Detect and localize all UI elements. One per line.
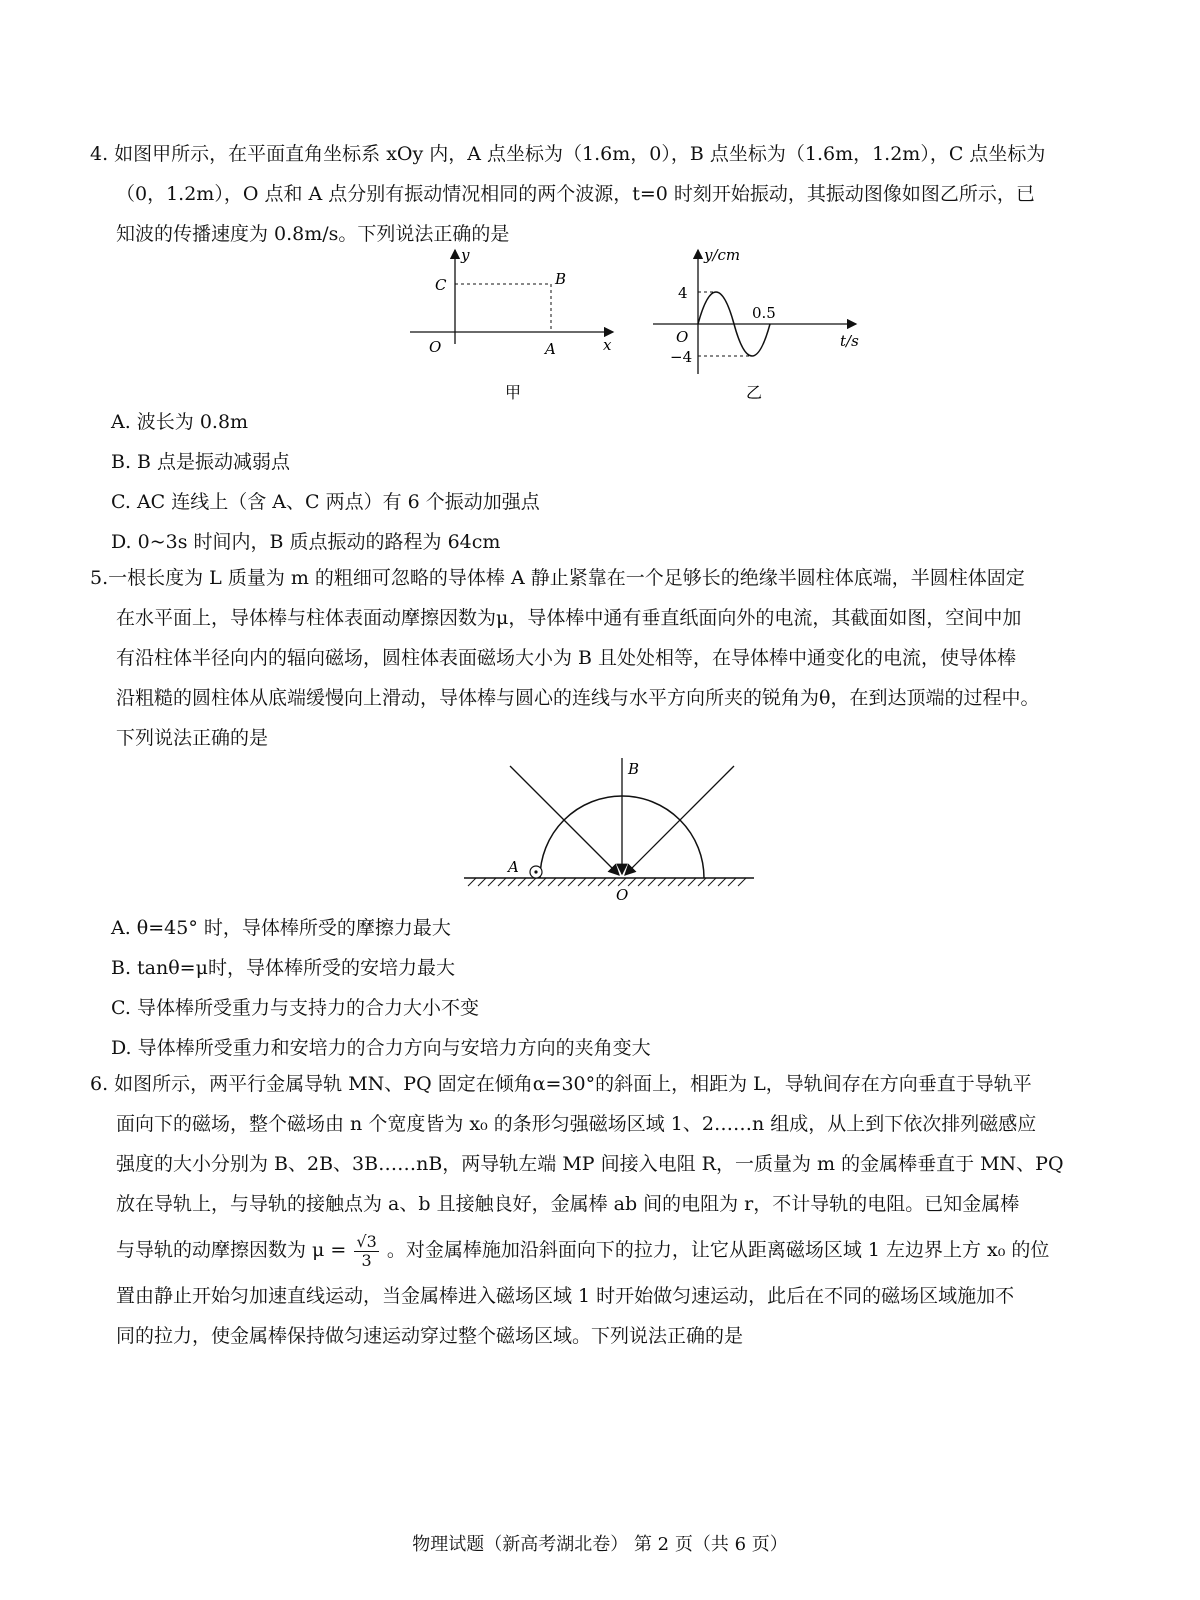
jia-origin-label: O <box>429 338 442 356</box>
jia-point-c: C <box>435 276 447 294</box>
yi-t-label: t/s <box>840 332 859 350</box>
q5-option-d: D. 导体棒所受重力和安培力的合力方向与安培力方向的夹角变大 <box>111 1037 651 1059</box>
q6-line-1: 6. 如图所示，两平行金属导轨 MN、PQ 固定在倾角α=30°的斜面上，相距为 L，导轨间存在方向垂直于导轨平 <box>90 1073 1032 1095</box>
jia-point-b: B <box>555 270 567 288</box>
q5-label-a: A <box>508 858 519 876</box>
yi-y-label: y/cm <box>704 246 741 264</box>
q5-figure <box>458 752 758 912</box>
q5-label-b: B <box>628 760 640 778</box>
mu-fraction <box>354 1233 378 1270</box>
yi-tick-neg: −4 <box>670 348 693 366</box>
mu-fraction-denominator: 3 <box>361 1250 372 1270</box>
q6-line-4: 放在导轨上，与导轨的接触点为 a、b 且接触良好，金属棒 ab 间的电阻为 r，不计导轨的电阻。已知金属棒 <box>116 1193 1020 1215</box>
q4-line-3: 知波的传播速度为 0.8m/s。下列说法正确的是 <box>116 223 510 245</box>
q5-option-c: C. 导体棒所受重力与支持力的合力大小不变 <box>111 997 479 1019</box>
conductor-a-current-dot <box>534 870 537 873</box>
jia-caption: 甲 <box>505 383 522 402</box>
q6-line-5-pre: 与导轨的动摩擦因数为 μ = <box>116 1239 347 1261</box>
yi-tick-t: 0.5 <box>752 304 776 322</box>
yi-caption: 乙 <box>746 383 763 402</box>
q5-line-3: 有沿柱体半径向内的辐向磁场，圆柱体表面磁场大小为 B 且处处相等，在导体棒中通变化的电流，使导体棒 <box>116 647 1017 669</box>
q5-line-2: 在水平面上，导体棒与柱体表面动摩擦因数为μ，导体棒中通有垂直纸面向外的电流，其截面如图，空间中加 <box>116 607 1022 629</box>
field-arrow-right <box>625 766 734 875</box>
q5-label-o: O <box>616 886 629 904</box>
yi-origin-label: O <box>676 328 689 346</box>
q4-option-a: A. 波长为 0.8m <box>111 411 249 433</box>
q5-line-4: 沿粗糙的圆柱体从底端缓慢向上滑动，导体棒与圆心的连线与水平方向所夹的锐角为θ，在到达顶端的过程中。 <box>116 687 1040 709</box>
q6-line-5-post: 。对金属棒施加沿斜面向下的拉力，让它从距离磁场区域 1 左边界上方 x₀ 的位 <box>386 1239 1050 1261</box>
q5-option-b: B. tanθ=μ时，导体棒所受的安培力最大 <box>111 957 455 979</box>
q5-line-1: 5.一根长度为 L 质量为 m 的粗细可忽略的导体棒 A 静止紧靠在一个足够长的绝缘半圆柱体底端，半圆柱体固定 <box>90 567 1025 589</box>
q4-option-c: C. AC 连线上（含 A、C 两点）有 6 个振动加强点 <box>111 491 540 513</box>
jia-point-a: A <box>545 340 556 358</box>
figure-jia <box>405 244 625 404</box>
q4-line-2: （0，1.2m），O 点和 A 点分别有振动情况相同的两个波源，t=0 时刻开始振动，其振动图像如图乙所示，已 <box>116 183 1035 205</box>
q4-line-1: 4. 如图甲所示，在平面直角坐标系 xOy 内，A 点坐标为（1.6m，0），B 点坐标为（1.6m，1.2m），C 点坐标为 <box>90 143 1046 165</box>
ground-hatching <box>468 878 746 886</box>
mu-fraction-numerator: √3 <box>356 1231 377 1251</box>
q6-line-6: 置由静止开始匀加速直线运动，当金属棒进入磁场区域 1 时开始做匀速运动，此后在不同的磁场区域施加不 <box>116 1285 1015 1307</box>
jia-x-label: x <box>603 336 612 354</box>
q6-line-5 <box>116 1228 1049 1272</box>
yi-tick-pos: 4 <box>678 284 688 302</box>
q6-line-7: 同的拉力，使金属棒保持做匀速运动穿过整个磁场区域。下列说法正确的是 <box>116 1325 744 1347</box>
q4-option-b: B. B 点是振动减弱点 <box>111 451 291 473</box>
page-footer: 物理试题（新高考湖北卷） 第 2 页（共 6 页） <box>412 1534 788 1555</box>
q5-option-a: A. θ=45° 时，导体棒所受的摩擦力最大 <box>111 917 451 939</box>
jia-y-label: y <box>461 246 470 264</box>
q4-option-d: D. 0~3s 时间内，B 质点振动的路程为 64cm <box>111 531 501 553</box>
q5-line-5: 下列说法正确的是 <box>116 727 269 749</box>
q6-line-3: 强度的大小分别为 B、2B、3B……nB，两导轨左端 MP 间接入电阻 R，一质量为 m 的金属棒垂直于 MN、PQ <box>116 1153 1064 1175</box>
q6-line-2: 面向下的磁场，整个磁场由 n 个宽度皆为 x₀ 的条形匀强磁场区域 1、2……n 组成，从上到下依次排列磁感应 <box>116 1113 1037 1135</box>
figure-yi <box>648 244 878 404</box>
field-arrow-left <box>510 766 619 875</box>
